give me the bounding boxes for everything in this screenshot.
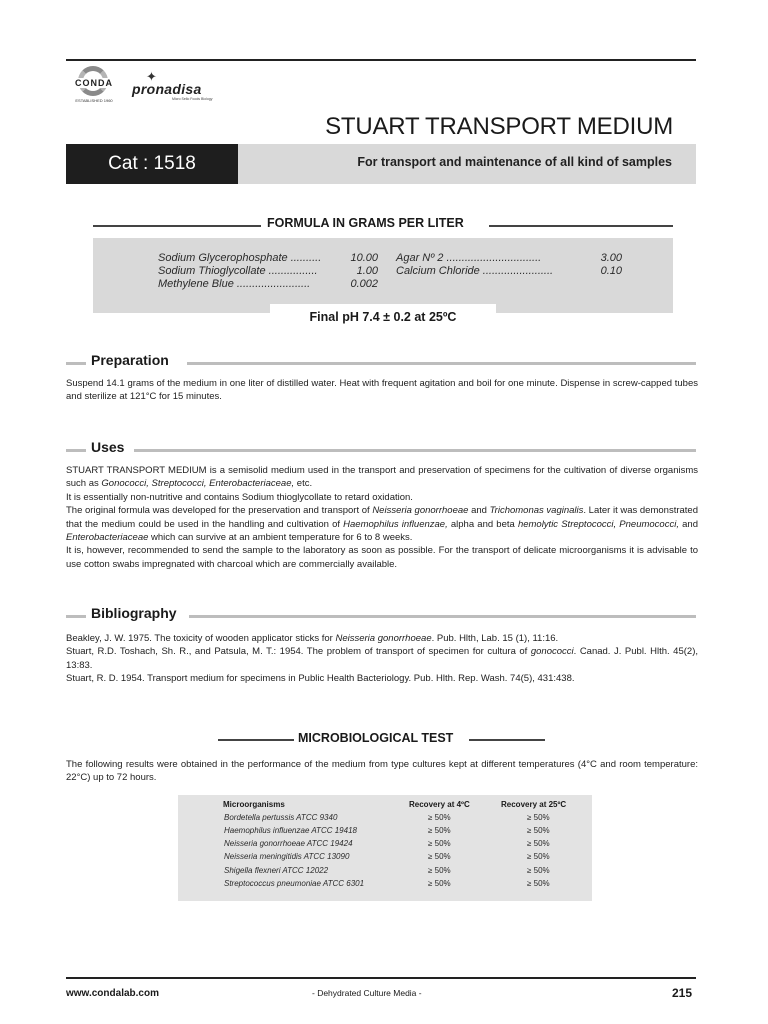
preparation-heading: Preparation: [91, 352, 169, 368]
preparation-text: [66, 377, 698, 404]
top-rule: [66, 59, 696, 61]
bibliography-entry: Stuart, R. D. 1954. Transport medium for specimens in Public Health Bacteriology. Pub. Hlth. Rep. Wash. 74(5), 431:438.: [66, 673, 575, 685]
bibliography-entry: Stuart, R.D. Toshach, Sh. R., and Patsula, M. T.: 1954. The problem of transport of specimen for cultura of gonococci. Canad. J. Publ. Hlth. 45(2), 13:83.: [66, 646, 698, 671]
uses-paragraph-3: The original formula was developed for the preservation and transport of Neisseria gonorrhoeae and Trichomonas vaginalis. Later it was demonstrated that the medium could be used in the handling and cultivation of Haemophilus influenzae, alpha and beta hemolytic Streptococci, Pneumococci, and Enterobacteriaceae which can survive at an ambient temperature for 6 to 8 weeks.: [66, 505, 698, 544]
formula-amount: 1.00: [356, 265, 378, 277]
uses-text: [66, 464, 698, 571]
table-cell-recovery-25c: ≥ 50%: [527, 866, 550, 875]
formula-heading: FORMULA IN GRAMS PER LITER: [267, 216, 464, 230]
preparation-paragraph: Suspend 14.1 grams of the medium in one liter of distilled water. Heat with frequent agitation and boil for one minute. Dispense in screw-capped tubes and sterilize at 121°C for 15 minutes.: [66, 378, 698, 403]
final-ph: Final pH 7.4 ± 0.2 at 25ºC: [309, 310, 457, 324]
table-cell-organism: Bordetella pertussis ATCC 9340: [224, 813, 338, 822]
bibliography-text: [66, 632, 698, 686]
micro-test-intro: [66, 758, 698, 785]
pronadisa-logo-tagline: Micro Sello Foods Biology: [172, 97, 213, 101]
catalog-number: Cat : 1518: [66, 144, 238, 184]
preparation-rule-left: [66, 362, 86, 365]
footer-url[interactable]: www.condalab.com: [66, 988, 159, 999]
table-cell-recovery-25c: ≥ 50%: [527, 852, 550, 861]
subtitle: For transport and maintenance of all kind of samples: [357, 155, 672, 169]
formula-ingredient: Methylene Blue ........................: [158, 278, 311, 290]
formula-ingredient: Calcium Chloride .......................: [396, 265, 554, 277]
table-cell-organism: Neisseria meningitidis ATCC 13090: [224, 852, 350, 861]
formula-heading-rule-right: [489, 225, 673, 227]
pronadisa-star-icon: ✦: [146, 69, 157, 84]
table-header-recovery-4c: Recovery at 4ºC: [409, 800, 470, 809]
page-title: STUART TRANSPORT MEDIUM: [325, 113, 673, 140]
footer-center-text: - Dehydrated Culture Media -: [312, 988, 422, 998]
formula-amount: 0.10: [600, 265, 622, 277]
table-cell-organism: Neisseria gonorrhoeae ATCC 19424: [224, 839, 353, 848]
uses-paragraph-1: STUART TRANSPORT MEDIUM is a semisolid medium used in the transport and preservation of specimens for the cultivation of diverse organisms such as Gonococci, Streptococci, Enterobacteriaceae, etc.: [66, 465, 698, 490]
table-cell-recovery-4c: ≥ 50%: [428, 879, 451, 888]
table-cell-recovery-25c: ≥ 50%: [527, 813, 550, 822]
preparation-rule-right: [187, 362, 696, 365]
micro-test-heading: MICROBIOLOGICAL TEST: [298, 731, 454, 745]
bibliography-rule-right: [189, 615, 696, 618]
micro-test-rule-left: [218, 739, 294, 741]
formula-ingredient: Sodium Glycerophosphate ..........: [158, 252, 322, 264]
bibliography-rule-left: [66, 615, 86, 618]
table-cell-recovery-4c: ≥ 50%: [428, 826, 451, 835]
micro-test-intro-paragraph: The following results were obtained in the performance of the medium from type cultures kept at different temperatures (4°C and room temperature: 22°C) up to 72 hours.: [66, 759, 698, 784]
table-cell-recovery-4c: ≥ 50%: [428, 839, 451, 848]
conda-logo-established: ESTABLISHED 1960: [75, 98, 113, 103]
pronadisa-logo: [128, 70, 228, 102]
table-cell-recovery-25c: ≥ 50%: [527, 826, 550, 835]
uses-heading: Uses: [91, 439, 125, 455]
table-cell-organism: Shigella flexneri ATCC 12022: [224, 866, 329, 875]
micro-test-rule-right: [469, 739, 545, 741]
page-number: 215: [672, 986, 693, 1000]
table-cell-organism: Streptococcus pneumoniae ATCC 6301: [224, 879, 365, 888]
table-cell-recovery-25c: ≥ 50%: [527, 879, 550, 888]
table-cell-recovery-4c: ≥ 50%: [428, 866, 451, 875]
subtitle-band: [238, 144, 696, 184]
formula-amount: 0.002: [350, 278, 378, 290]
uses-paragraph-2: It is essentially non-nutritive and contains Sodium thioglycollate to retard oxidation.: [66, 491, 413, 503]
table-cell-recovery-4c: ≥ 50%: [428, 813, 451, 822]
bottom-rule: [66, 977, 696, 979]
table-header-recovery-25c: Recovery at 25ºC: [501, 800, 567, 809]
bibliography-heading: Bibliography: [91, 605, 177, 621]
table-cell-recovery-4c: ≥ 50%: [428, 852, 451, 861]
uses-rule-left: [66, 449, 86, 452]
pronadisa-logo-word: pronadisa: [132, 81, 202, 97]
formula-ingredient: Sodium Thioglycollate ................: [158, 265, 318, 277]
formula-amount: 3.00: [600, 252, 622, 264]
table-cell-organism: Haemophilus influenzae ATCC 19418: [224, 826, 357, 835]
uses-rule-right: [134, 449, 696, 452]
bibliography-entry: Beakley, J. W. 1975. The toxicity of wooden applicator sticks for Neisseria gonorrhoeae. Pub. Hlth, Lab. 15 (1), 11:16.: [66, 633, 559, 644]
formula-amount: 10.00: [350, 252, 378, 264]
formula-heading-rule-left: [93, 225, 261, 227]
formula-ingredient: Agar Nº 2 ...............................: [396, 252, 542, 264]
conda-logo-word: CONDA: [66, 78, 122, 88]
conda-logo: [66, 66, 122, 108]
table-cell-recovery-25c: ≥ 50%: [527, 839, 550, 848]
table-header-organism: Microorganisms: [223, 800, 285, 809]
uses-paragraph-4: It is, however, recommended to send the sample to the laboratory as soon as possible. For the transport of delicate microorganisms it is advisable to use cotton swabs impregnated with charcoal which are commercially available.: [66, 545, 698, 570]
